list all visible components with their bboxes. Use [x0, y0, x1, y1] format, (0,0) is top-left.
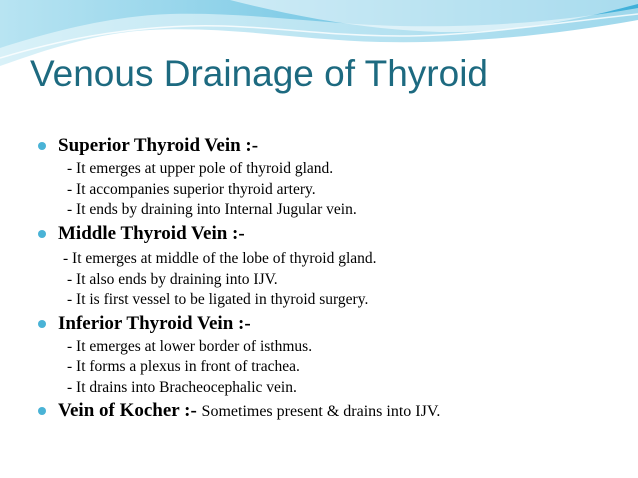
section-heading-row	[38, 221, 628, 247]
point-item: - It ends by draining into Internal Jugular vein.	[67, 201, 357, 218]
bullet-dot-icon	[38, 142, 46, 150]
section-note: Sometimes present & drains into IJV.	[201, 403, 441, 420]
point-item: - It is first vessel to be ligated in thyroid surgery.	[67, 291, 369, 308]
point-item: - It emerges at middle of the lobe of thyroid gland.	[63, 249, 377, 267]
section-kocher	[38, 398, 628, 424]
content-list	[38, 133, 628, 424]
point-list	[38, 159, 628, 221]
section-heading-row	[38, 133, 628, 159]
bullet-dot-icon	[38, 230, 46, 238]
section-heading-row	[38, 398, 628, 424]
bullet-dot-icon	[38, 320, 46, 328]
slide-title: Venous Drainage of Thyroid	[30, 53, 489, 94]
point-item: - It drains into Bracheocephalic vein.	[67, 378, 297, 396]
point-list	[38, 247, 628, 311]
section-heading: Inferior Thyroid Vein :-	[58, 312, 251, 334]
point-item: - It emerges at lower border of isthmus.	[67, 337, 313, 355]
section-middle	[38, 221, 628, 311]
bullet-dot-icon	[38, 407, 46, 415]
section-heading: Vein of Kocher :-	[58, 400, 197, 421]
section-superior	[38, 133, 628, 221]
section-heading-row	[38, 311, 628, 337]
point-item: - It forms a plexus in front of trachea.	[67, 358, 300, 375]
point-list	[38, 337, 628, 399]
section-inferior	[38, 311, 628, 399]
section-heading: Middle Thyroid Vein :-	[58, 222, 245, 244]
section-heading: Superior Thyroid Vein :-	[58, 135, 259, 156]
point-item: - It emerges at upper pole of thyroid gland.	[67, 160, 334, 177]
point-item: - It also ends by draining into IJV.	[67, 270, 278, 288]
point-item: - It accompanies superior thyroid artery.	[67, 180, 316, 198]
